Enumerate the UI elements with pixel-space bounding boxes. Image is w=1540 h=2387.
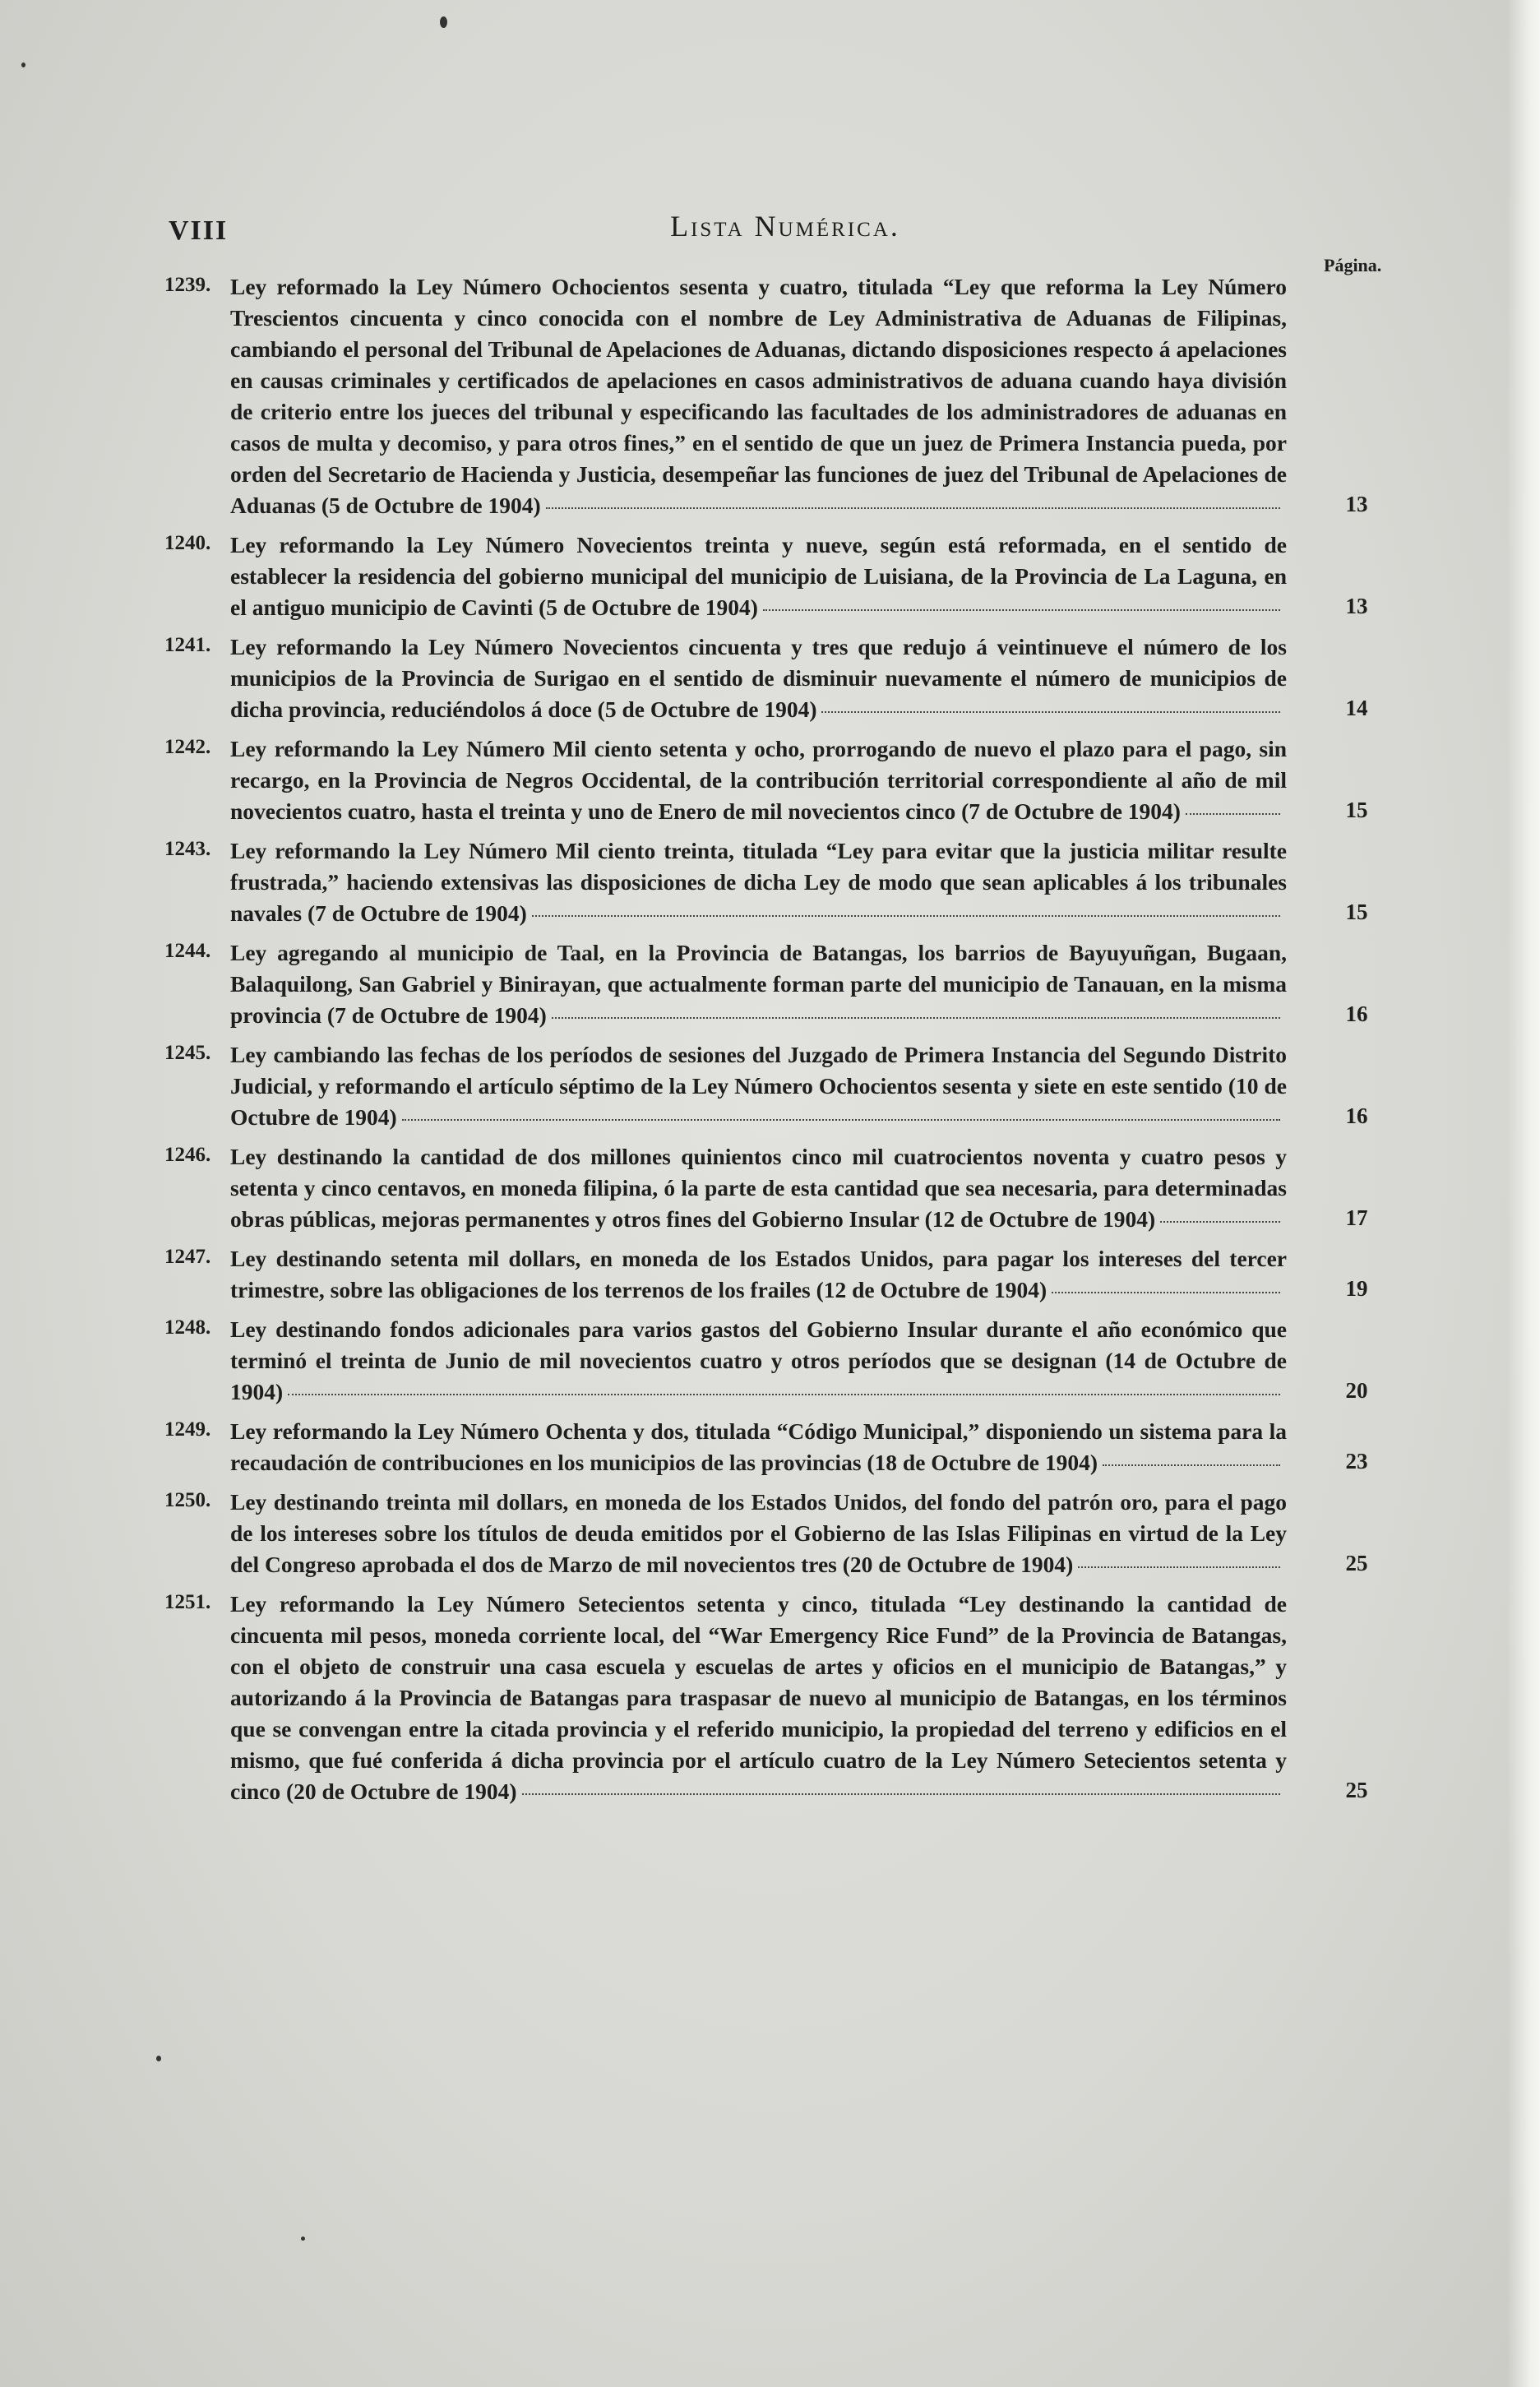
dot-leaders [522, 1793, 1280, 1795]
entry-page-number: 15 [1345, 798, 1368, 822]
entry-page-number: 19 [1345, 1276, 1368, 1301]
ink-speck [440, 16, 447, 28]
entry-page-number: 20 [1345, 1378, 1368, 1403]
dot-leaders [1160, 1220, 1280, 1223]
entry-body [230, 271, 1381, 521]
entry-title: Ley agregando al municipio de Taal, en la Provincia de Batangas, los barrios de Bayuyuñgan, Bugaan, Balaquilong, San Gabriel y Binirayan, que actualmente forman parte del municipio de Tanauan, en la misma provincia (7 de Octubre de 1904) [230, 940, 1287, 1028]
entry-page-number: 13 [1345, 492, 1368, 516]
list-item [164, 1314, 1398, 1408]
entry-title: Ley reformado la Ley Número Ochocientos sesenta y cuatro, titulada “Ley que reforma la Ley Número Trescientos cincuenta y cinco conocida con el nombre de Ley Administrativa de Aduanas de Filipinas, cambiando el personal del Tribunal de Apelaciones de Aduanas, dictando disposiciones respecto á apelaciones en causas criminales y certificados de apelaciones en casos administrativos de aduana cuando haya división de criterio entre los jueces del tribunal y especificando las facultades de los administradores de aduanas en casos de multa y decomiso, y para otros fines,” en el sentido de que un juez de Primera Instancia pueda, por orden del Secretario de Hacienda y Justicia, desempeñar las funciones de juez del Tribunal de Apelaciones de Aduanas (5 de Octubre de 1904) [230, 274, 1287, 518]
entry-title: Ley cambiando las fechas de los períodos de sesiones del Juzgado de Primera Instancia del Segundo Distrito Judicial, y reformando el artículo séptimo de la Ley Número Ochocientos sesenta y siete en este sentido (10 de Octubre de 1904) [230, 1042, 1287, 1130]
dot-leaders [532, 914, 1280, 917]
list-item [164, 1416, 1398, 1478]
entry-number: 1251. [164, 1591, 211, 1613]
entry-title: Ley reformando la Ley Número Setecientos setenta y cinco, titulada “Ley destinando la cantidad de cincuenta mil pesos, moneda corriente local, del “War Emergency Rice Fund” de la Provincia de Batangas, con el objeto de construir una casa escuela y escuelas de artes y oficios en el municipio de Batangas,” y autorizando á la Provincia de Batangas para traspasar de nuevo al municipio de Batangas, en los términos que se convengan entre la citada provincia y el referido municipio, la propiedad del terreno y edificios en el mismo, que fué conferida á dicha provincia por el artículo cuatro de la Ley Número Setecientos setenta y cinco (20 de Octubre de 1904) [230, 1591, 1287, 1804]
list-item [164, 835, 1398, 929]
dot-leaders [1103, 1464, 1280, 1466]
entry-page-number: 17 [1345, 1205, 1368, 1230]
entry-page-number: 16 [1345, 1103, 1368, 1128]
entry-number: 1241. [164, 634, 211, 656]
entry-body [230, 1039, 1381, 1133]
entry-body [230, 1243, 1381, 1306]
dot-leaders [763, 608, 1280, 611]
entry-number: 1245. [164, 1042, 211, 1064]
entry-body [230, 937, 1381, 1031]
list-item [164, 1589, 1398, 1807]
entry-page-number: 16 [1345, 1002, 1368, 1026]
list-item [164, 530, 1398, 623]
page-number-roman: VIII [169, 215, 229, 246]
entry-title: Ley destinando setenta mil dollars, en moneda de los Estados Unidos, para pagar los intereses del tercer trimestre, sobre las obligaciones de los terrenos de los frailes (12 de Octubre de 1904) [230, 1246, 1287, 1302]
entry-page-number: 14 [1345, 696, 1368, 720]
dot-leaders [821, 710, 1280, 713]
list-item [164, 631, 1398, 725]
entry-body [230, 1487, 1381, 1580]
entry-number: 1249. [164, 1418, 211, 1441]
list-item [164, 1039, 1398, 1133]
entry-title: Ley destinando la cantidad de dos millones quinientos cinco mil cuatrocientos noventa y cuatro pesos y setenta y cinco centavos, en moneda filipina, ó la parte de esta cantidad que sea necesaria, para determinadas obras públicas, mejoras permanentes y otros fines del Gobierno Insular (12 de Octubre de 1904) [230, 1144, 1287, 1232]
entry-page-number: 23 [1345, 1449, 1368, 1473]
ink-speck [156, 2056, 161, 2061]
ink-speck [301, 2237, 305, 2241]
entry-number: 1243. [164, 838, 211, 860]
entry-number: 1248. [164, 1316, 211, 1339]
entry-number: 1246. [164, 1144, 211, 1166]
dot-leaders [552, 1016, 1280, 1019]
entry-title: Ley reformando la Ley Número Ochenta y dos, titulada “Código Municipal,” disponiendo un sistema para la recaudación de contribuciones en los municipios de las provincias (18 de Octubre de 1904) [230, 1418, 1287, 1475]
entry-page-number: 25 [1345, 1551, 1368, 1575]
entry-number: 1240. [164, 532, 211, 554]
entry-number: 1247. [164, 1246, 211, 1268]
list-item [164, 1141, 1398, 1235]
entry-body [230, 835, 1381, 929]
dot-leaders [288, 1393, 1280, 1395]
entry-body [230, 530, 1381, 623]
dot-leaders [546, 507, 1280, 509]
running-title: Lista Numérica. [670, 210, 900, 243]
dot-leaders [402, 1118, 1280, 1121]
page-column-header: Página. [1324, 255, 1382, 275]
entry-body [230, 733, 1381, 827]
list-item [164, 937, 1398, 1031]
entry-page-number: 25 [1345, 1778, 1368, 1802]
dot-leaders [1186, 812, 1280, 815]
entry-number: 1250. [164, 1489, 211, 1511]
entry-title: Ley reformando la Ley Número Novecientos cincuenta y tres que redujo á veintinueve el número de los municipios de la Provincia de Surigao en el sentido de disminuir nuevamente el número de municipios de dicha provincia, reduciéndolos á doce (5 de Octubre de 1904) [230, 634, 1287, 722]
entry-page-number: 13 [1345, 594, 1368, 618]
entry-number: 1242. [164, 736, 211, 758]
list-item [164, 1243, 1398, 1306]
page-header [169, 204, 1369, 253]
entry-list [164, 271, 1398, 1816]
dot-leaders [1078, 1566, 1280, 1568]
dot-leaders [1052, 1291, 1280, 1293]
entry-title: Ley destinando treinta mil dollars, en moneda de los Estados Unidos, del fondo del patrón oro, para el pago de los intereses sobre los títulos de deuda emitidos por el Gobierno de las Islas Filipinas en virtud de la Ley del Congreso aprobada el dos de Marzo de mil novecientos tres (20 de Octubre de 1904) [230, 1489, 1287, 1577]
list-item [164, 271, 1398, 521]
list-item [164, 1487, 1398, 1580]
entry-body [230, 1314, 1381, 1408]
entry-title: Ley reformando la Ley Número Mil ciento treinta, titulada “Ley para evitar que la justicia militar resulte frustrada,” haciendo extensivas las disposiciones de dicha Ley de modo que sean aplicables á los tribunales navales (7 de Octubre de 1904) [230, 838, 1287, 926]
entry-page-number: 15 [1345, 900, 1368, 924]
ink-speck [21, 62, 25, 67]
entry-body [230, 1416, 1381, 1478]
entry-title: Ley reformando la Ley Número Mil ciento setenta y ocho, prorrogando de nuevo el plazo para el pago, sin recargo, en la Provincia de Negros Occidental, de la contribución territorial correspondiente al año de mil novecientos cuatro, hasta el treinta y uno de Enero de mil novecientos cinco (7 de Octubre de 1904) [230, 736, 1287, 824]
entry-title: Ley reformando la Ley Número Novecientos treinta y nueve, según está reformada, en el sentido de establecer la residencia del gobierno municipal del municipio de Luisiana, de la Provincia de La Laguna, en el antiguo municipio de Cavinti (5 de Octubre de 1904) [230, 532, 1287, 620]
entry-number: 1239. [164, 274, 211, 296]
entry-title: Ley destinando fondos adicionales para varios gastos del Gobierno Insular durante el año económico que terminó el treinta de Junio de mil novecientos cuatro y otros períodos que se designan (14 de Octubre de 1904) [230, 1316, 1287, 1404]
entry-body [230, 1589, 1381, 1807]
entry-number: 1244. [164, 940, 211, 962]
entry-body [230, 631, 1381, 725]
list-item [164, 733, 1398, 827]
entry-body [230, 1141, 1381, 1235]
page-edge [1507, 0, 1540, 2387]
